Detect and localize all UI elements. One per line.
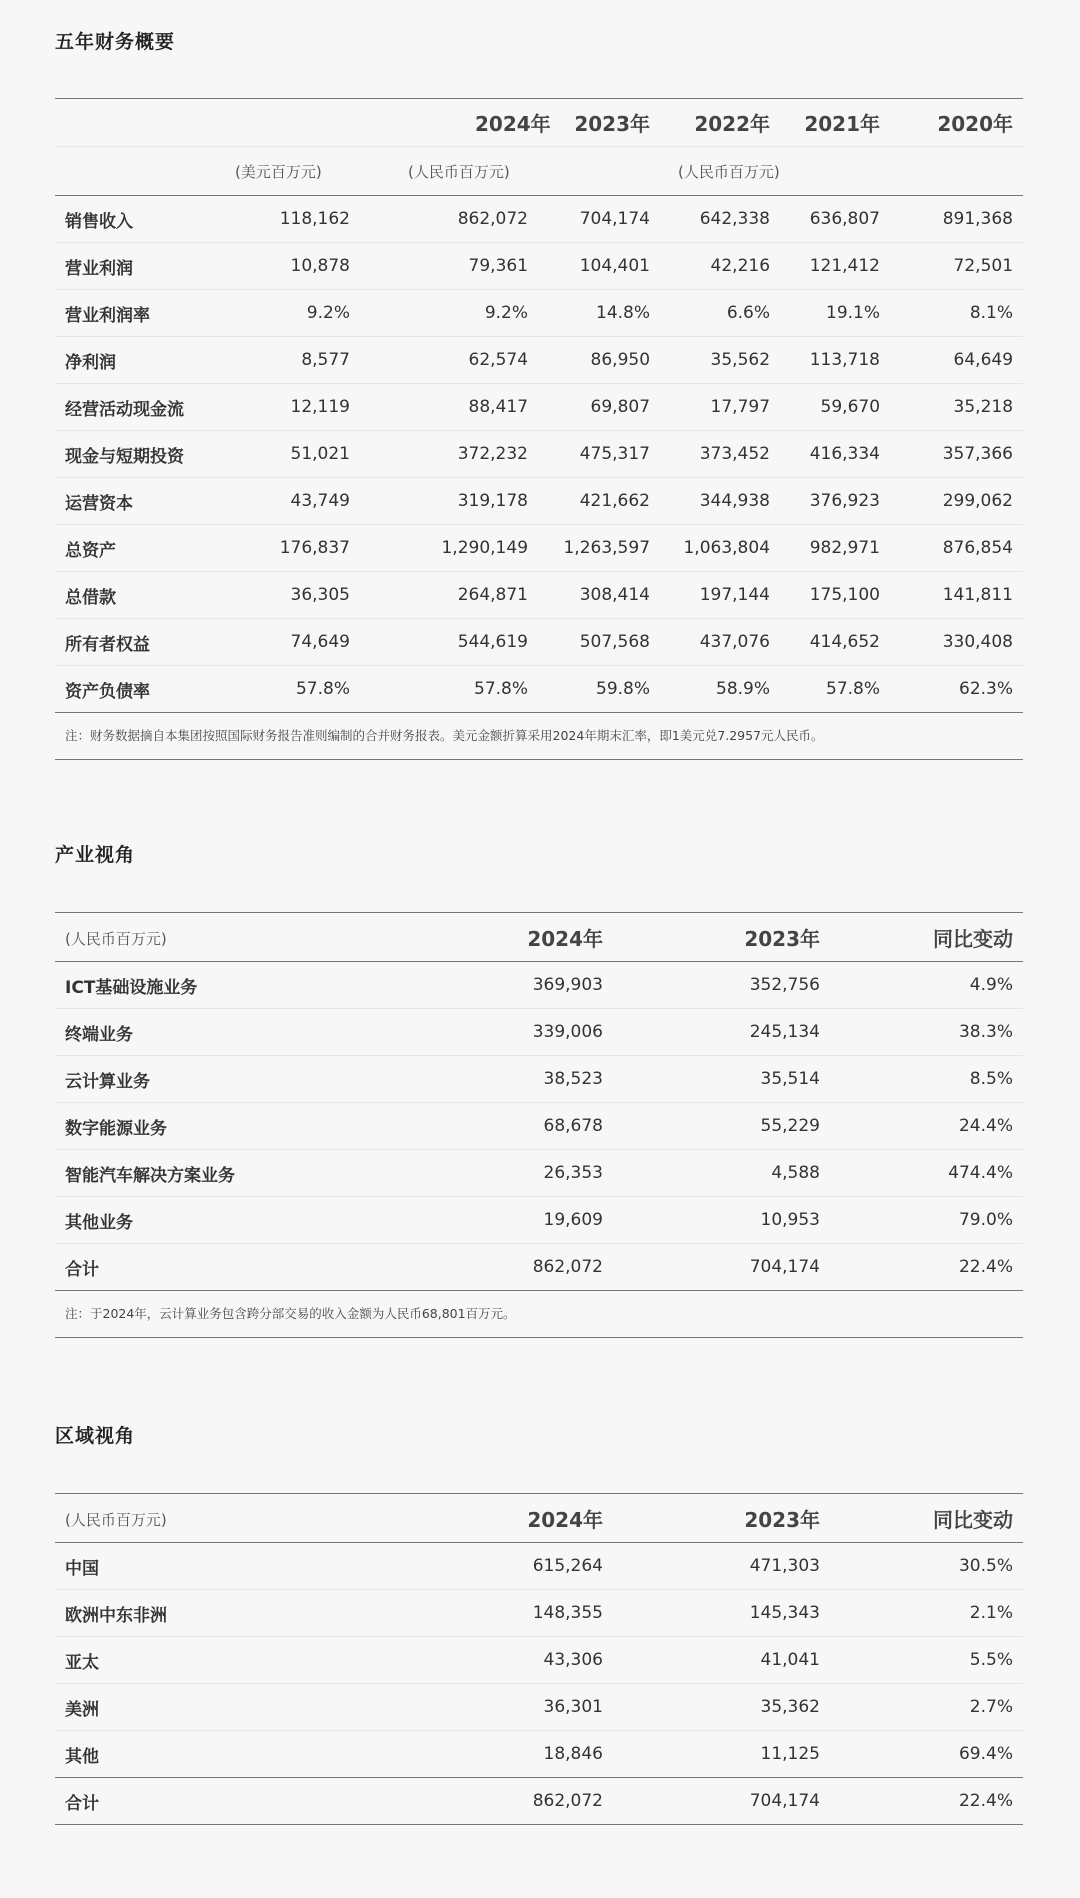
table-row [55, 1637, 1023, 1684]
table-cell: 876,854 [890, 525, 1023, 572]
table-cell: 8.1% [890, 290, 1023, 337]
table-cell: 197,144 [660, 572, 780, 619]
table-cell: 308,414 [538, 572, 660, 619]
five-year-summary-section [55, 30, 1023, 760]
industry-section [55, 843, 1023, 1338]
table-cell: 121,412 [780, 243, 890, 290]
section-title: 五年财务概要 [55, 31, 176, 53]
column-header: 同比变动 [933, 926, 1013, 951]
column-header: 2023年 [744, 926, 820, 951]
table-cell: 299,062 [890, 478, 1023, 525]
unit-label: (人民币百万元) [65, 930, 167, 948]
unit-label: (人民币百万元) [65, 1511, 167, 1529]
table-cell: 26,353 [355, 1150, 613, 1197]
row-label: 营业利润率 [55, 290, 225, 337]
table-cell: 141,811 [890, 572, 1023, 619]
table-cell: 36,301 [355, 1684, 613, 1731]
table-cell: 79,361 [360, 243, 538, 290]
year-header: 2023年 [574, 112, 651, 136]
row-label: 亚太 [55, 1637, 355, 1684]
row-label: 终端业务 [55, 1009, 355, 1056]
section-title: 区域视角 [55, 1425, 136, 1447]
region-section [55, 1424, 1023, 1825]
row-label: 总借款 [55, 572, 225, 619]
table-cell: 264,871 [360, 572, 538, 619]
table-cell: 35,362 [613, 1684, 830, 1731]
row-label: ICT基础设施业务 [55, 962, 355, 1009]
table-cell: 414,652 [780, 619, 890, 666]
row-label: 现金与短期投资 [55, 431, 225, 478]
table-cell: 18,846 [355, 1731, 613, 1778]
table-cell: 62.3% [890, 666, 1023, 713]
table-cell: 104,401 [538, 243, 660, 290]
table-cell: 79.0% [830, 1197, 1023, 1244]
table-cell: 176,837 [225, 525, 360, 572]
table-cell: 88,417 [360, 384, 538, 431]
table-row [55, 666, 1023, 713]
table-cell: 43,749 [225, 478, 360, 525]
table-cell: 636,807 [780, 196, 890, 243]
table-row [55, 1684, 1023, 1731]
section-title: 产业视角 [55, 844, 136, 866]
year-header: 2020年 [937, 112, 1014, 136]
table-cell: 62,574 [360, 337, 538, 384]
table-cell: 17,797 [660, 384, 780, 431]
table-row [55, 572, 1023, 619]
table-cell: 319,178 [360, 478, 538, 525]
table-cell: 245,134 [613, 1009, 830, 1056]
table-row [55, 478, 1023, 525]
table-cell: 113,718 [780, 337, 890, 384]
table-row [55, 962, 1023, 1009]
table-cell: 57.8% [780, 666, 890, 713]
table-row [55, 619, 1023, 666]
table-cell: 421,662 [538, 478, 660, 525]
table-cell: 19.1% [780, 290, 890, 337]
table-cell: 344,938 [660, 478, 780, 525]
table-cell: 12,119 [225, 384, 360, 431]
table-cell: 615,264 [355, 1543, 613, 1590]
table-cell: 19,609 [355, 1197, 613, 1244]
table-cell: 10,878 [225, 243, 360, 290]
table-cell: 11,125 [613, 1731, 830, 1778]
table-cell: 982,971 [780, 525, 890, 572]
row-label: 所有者权益 [55, 619, 225, 666]
table-cell: 86,950 [538, 337, 660, 384]
table-cell: 38,523 [355, 1056, 613, 1103]
table-cell: 4.9% [830, 962, 1023, 1009]
table-cell: 862,072 [355, 1778, 613, 1825]
table-row [55, 1244, 1023, 1291]
table-cell: 42,216 [660, 243, 780, 290]
table-cell: 339,006 [355, 1009, 613, 1056]
table-cell: 51,021 [225, 431, 360, 478]
table-cell: 544,619 [360, 619, 538, 666]
table-cell: 72,501 [890, 243, 1023, 290]
table-cell: 22.4% [830, 1244, 1023, 1291]
table-row [55, 431, 1023, 478]
table-cell: 5.5% [830, 1637, 1023, 1684]
year-header: 2021年 [804, 112, 881, 136]
row-label: 合计 [55, 1778, 355, 1825]
table-cell: 1,063,804 [660, 525, 780, 572]
year-header: 2024年 [475, 112, 551, 136]
row-label: 其他 [55, 1731, 355, 1778]
table-row [55, 384, 1023, 431]
row-label: 合计 [55, 1244, 355, 1291]
table-cell: 704,174 [613, 1244, 830, 1291]
row-label: 数字能源业务 [55, 1103, 355, 1150]
table-cell: 891,368 [890, 196, 1023, 243]
column-header: 同比变动 [933, 1507, 1013, 1532]
row-label: 经营活动现金流 [55, 384, 225, 431]
region-table [55, 1493, 1023, 1825]
table-cell: 9.2% [225, 290, 360, 337]
unit-label: (人民币百万元) [678, 162, 780, 181]
table-row [55, 1590, 1023, 1637]
table-cell: 35,514 [613, 1056, 830, 1103]
row-label: 总资产 [55, 525, 225, 572]
table-cell: 38.3% [830, 1009, 1023, 1056]
unit-label: (人民币百万元) [408, 162, 510, 181]
row-label: 净利润 [55, 337, 225, 384]
five-year-summary-table [55, 98, 1023, 713]
table-cell: 416,334 [780, 431, 890, 478]
table-cell: 330,408 [890, 619, 1023, 666]
table-cell: 43,306 [355, 1637, 613, 1684]
table-cell: 59.8% [538, 666, 660, 713]
table-row [55, 1103, 1023, 1150]
table-cell: 2.7% [830, 1684, 1023, 1731]
table-cell: 8.5% [830, 1056, 1023, 1103]
table-cell: 9.2% [360, 290, 538, 337]
table-cell: 10,953 [613, 1197, 830, 1244]
table-cell: 69.4% [830, 1731, 1023, 1778]
table-cell: 35,218 [890, 384, 1023, 431]
table-cell: 59,670 [780, 384, 890, 431]
table-row [55, 1056, 1023, 1103]
table-cell: 35,562 [660, 337, 780, 384]
table-row [55, 1009, 1023, 1056]
table-cell: 14.8% [538, 290, 660, 337]
table-cell: 642,338 [660, 196, 780, 243]
table-row [55, 525, 1023, 572]
table-cell: 6.6% [660, 290, 780, 337]
table-cell: 471,303 [613, 1543, 830, 1590]
table-cell: 357,366 [890, 431, 1023, 478]
row-label: 其他业务 [55, 1197, 355, 1244]
table-cell: 36,305 [225, 572, 360, 619]
column-header: 2024年 [527, 1507, 603, 1532]
table-cell: 64,649 [890, 337, 1023, 384]
table-cell: 148,355 [355, 1590, 613, 1637]
row-label: 营业利润 [55, 243, 225, 290]
table-cell: 1,290,149 [360, 525, 538, 572]
table-row [55, 290, 1023, 337]
table-cell: 30.5% [830, 1543, 1023, 1590]
table-cell: 862,072 [355, 1244, 613, 1291]
row-label: 销售收入 [55, 196, 225, 243]
table-row [55, 337, 1023, 384]
table-cell: 475,317 [538, 431, 660, 478]
table-cell: 372,232 [360, 431, 538, 478]
table-cell: 74,649 [225, 619, 360, 666]
table-cell: 704,174 [538, 196, 660, 243]
table-row [55, 196, 1023, 243]
table-cell: 68,678 [355, 1103, 613, 1150]
footnote: 注：于2024年，云计算业务包含跨分部交易的收入金额为人民币68,801百万元。 [55, 1291, 1023, 1338]
table-cell: 704,174 [613, 1778, 830, 1825]
table-row [55, 243, 1023, 290]
year-header: 2022年 [694, 112, 771, 136]
table-cell: 145,343 [613, 1590, 830, 1637]
row-label: 智能汽车解决方案业务 [55, 1150, 355, 1197]
table-cell: 55,229 [613, 1103, 830, 1150]
industry-table [55, 912, 1023, 1291]
table-row [55, 1543, 1023, 1590]
table-cell: 373,452 [660, 431, 780, 478]
table-cell: 41,041 [613, 1637, 830, 1684]
table-cell: 58.9% [660, 666, 780, 713]
table-cell: 118,162 [225, 196, 360, 243]
table-cell: 437,076 [660, 619, 780, 666]
unit-label: (美元百万元) [235, 162, 322, 181]
row-label: 运营资本 [55, 478, 225, 525]
table-cell: 69,807 [538, 384, 660, 431]
table-row [55, 1197, 1023, 1244]
table-cell: 24.4% [830, 1103, 1023, 1150]
table-cell: 1,263,597 [538, 525, 660, 572]
column-header: 2023年 [744, 1507, 820, 1532]
row-label: 云计算业务 [55, 1056, 355, 1103]
table-row [55, 1150, 1023, 1197]
footnote: 注：财务数据摘自本集团按照国际财务报告准则编制的合并财务报表。美元金额折算采用2024年期末汇率，即1美元兑7.2957元人民币。 [55, 713, 1023, 760]
row-label: 中国 [55, 1543, 355, 1590]
table-cell: 369,903 [355, 962, 613, 1009]
row-label: 资产负债率 [55, 666, 225, 713]
table-cell: 507,568 [538, 619, 660, 666]
table-cell: 352,756 [613, 962, 830, 1009]
table-cell: 4,588 [613, 1150, 830, 1197]
row-label: 欧洲中东非洲 [55, 1590, 355, 1637]
table-cell: 22.4% [830, 1778, 1023, 1825]
column-header: 2024年 [527, 926, 603, 951]
row-label: 美洲 [55, 1684, 355, 1731]
table-cell: 862,072 [360, 196, 538, 243]
table-row [55, 1778, 1023, 1825]
table-cell: 57.8% [225, 666, 360, 713]
table-cell: 2.1% [830, 1590, 1023, 1637]
table-cell: 376,923 [780, 478, 890, 525]
table-row [55, 1731, 1023, 1778]
table-cell: 474.4% [830, 1150, 1023, 1197]
table-cell: 57.8% [360, 666, 538, 713]
table-cell: 8,577 [225, 337, 360, 384]
table-cell: 175,100 [780, 572, 890, 619]
